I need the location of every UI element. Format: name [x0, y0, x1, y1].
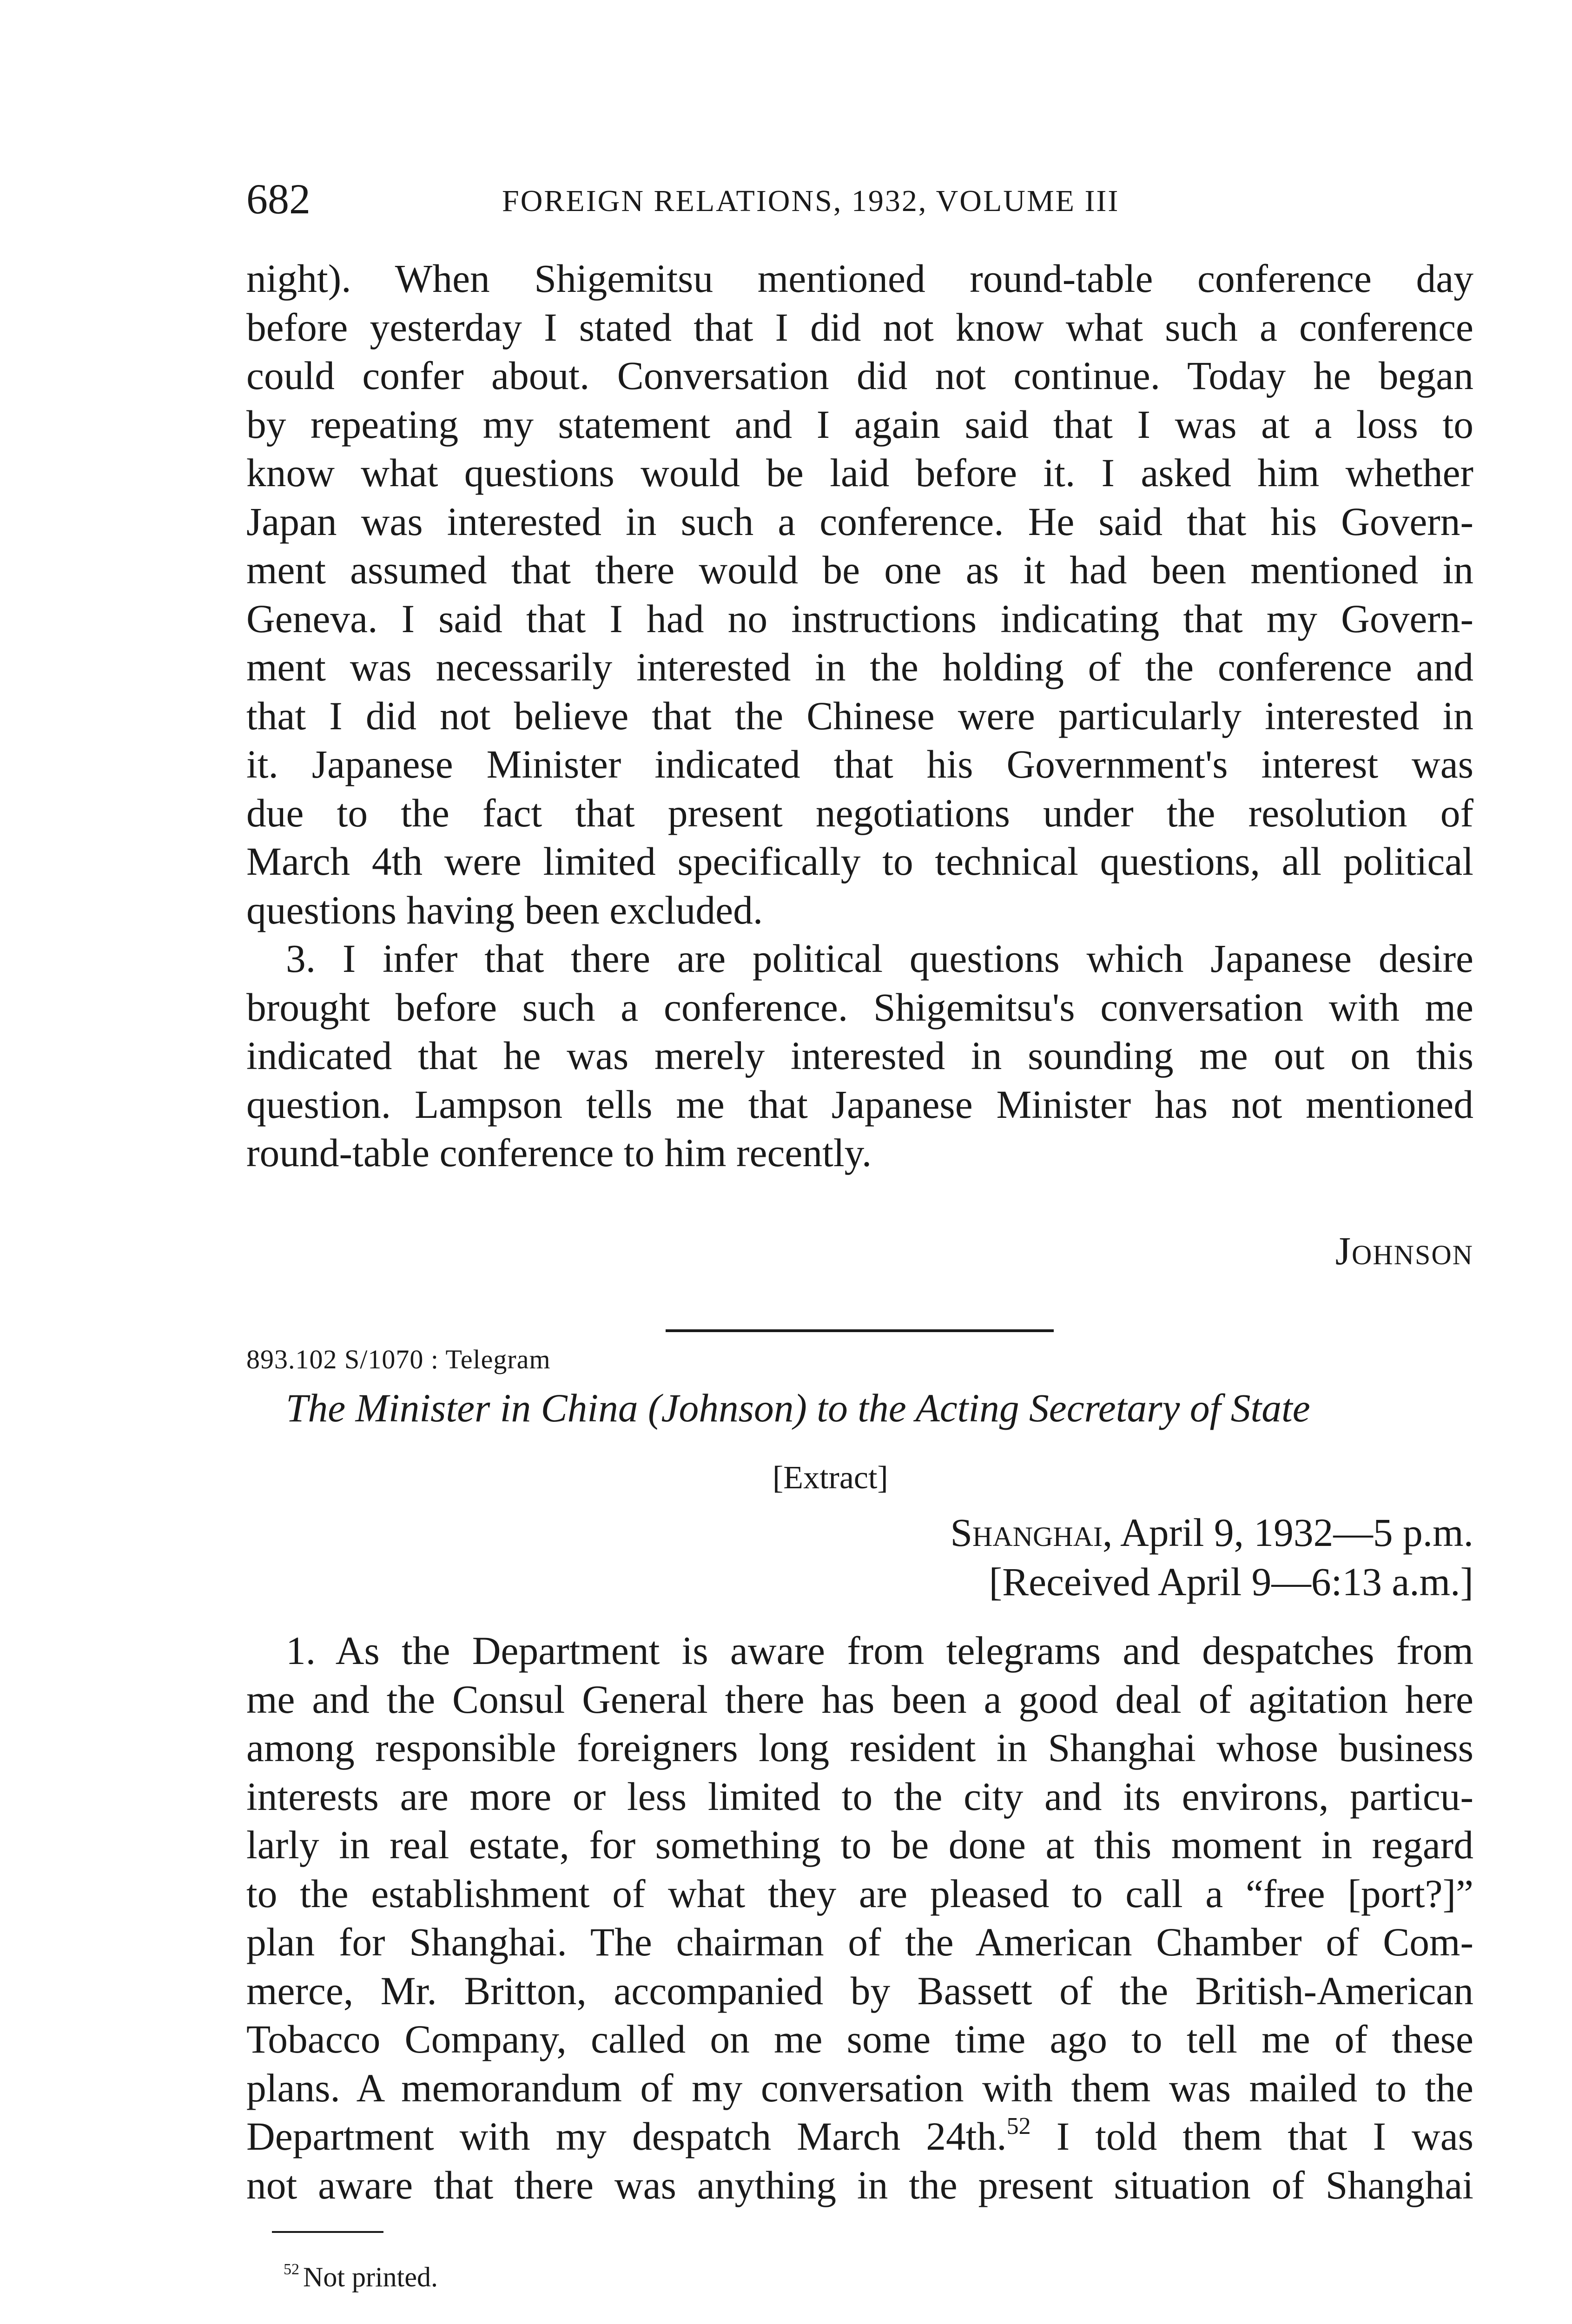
text-line: me and the Consul General there has been a good deal of agitation here: [246, 1677, 1473, 1722]
text-line: merce, Mr. Britton, accompanied by Bassett of the British-American: [246, 1969, 1473, 2013]
text-line: ment assumed that there would be one as it had been mentioned in: [246, 548, 1473, 592]
text-line: ment was necessarily interested in the holding of the conference and: [246, 646, 1473, 689]
text-line: to the establishment of what they are pleased to call a “free [port?]”: [246, 1872, 1473, 1916]
text-line: plans. A memorandum of my conversation with them was mailed to the: [246, 2066, 1473, 2110]
footnote-reference[interactable]: 52: [1006, 2113, 1031, 2139]
text-line: round-table conference to him recently.: [246, 1131, 872, 1175]
text-line-with-footnote: [246, 2113, 1473, 2161]
text-line: March 4th were limited specifically to technical questions, all political: [246, 840, 1473, 884]
text-line: could confer about. Conversation did not continue. Today he began: [246, 354, 1473, 398]
footnote: [284, 2249, 438, 2298]
footnote-number: 52: [284, 2261, 299, 2278]
dateline: [950, 1509, 1473, 1558]
text-line: night). When Shigemitsu mentioned round-table conference day: [246, 257, 1473, 301]
text-line: questions having been excluded.: [246, 888, 763, 932]
telegram-body: [246, 1627, 1473, 2210]
place-name: Shanghai: [950, 1511, 1103, 1555]
text-line: due to the fact that present negotiations under the resolution of: [246, 791, 1473, 835]
signature: Johnson: [1335, 1229, 1473, 1273]
text-line: know what questions would be laid before it. I asked him whether: [246, 451, 1473, 495]
text-line: before yesterday I stated that I did not know what such a conference: [246, 305, 1473, 350]
extract-label: [Extract]: [773, 1460, 888, 1496]
text-line: question. Lampson tells me that Japanese Minister has not mentioned: [246, 1083, 1473, 1127]
text-line: Japan was interested in such a conference. He said that his Govern-: [246, 500, 1473, 544]
text-line: it. Japanese Minister indicated that his Government's interest was: [246, 743, 1473, 786]
telegram-body-continued: [246, 255, 1473, 1178]
page-header: [246, 171, 1306, 227]
text-line: plan for Shanghai. The chairman of the American Chamber of Com-: [246, 1921, 1473, 1964]
text-line: by repeating my statement and I again said that I was at a loss to: [246, 403, 1473, 447]
footnote-divider: [272, 2231, 383, 2233]
text-fragment: I told them that I was: [1030, 2115, 1473, 2159]
text-line: Geneva. I said that I had no instructions indicating that my Govern-: [246, 597, 1473, 641]
running-head: FOREIGN RELATIONS, 1932, VOLUME III: [502, 184, 1120, 218]
file-reference: 893.102 S/1070 : Telegram: [246, 1344, 551, 1374]
document-title: The Minister in China (Johnson) to the Acting Secretary of State: [286, 1386, 1310, 1430]
text-line: 1. As the Department is aware from telegrams and despatches from: [286, 1629, 1473, 1673]
text-line: brought before such a conference. Shigemitsu's conversation with me: [246, 985, 1473, 1030]
text-fragment: Department with my despatch March 24th.: [246, 2115, 1007, 2159]
date-time: , April 9, 1932—5 p.m.: [1102, 1511, 1473, 1555]
text-line: interests are more or less limited to the city and its environs, particu-: [246, 1775, 1473, 1819]
text-line: among responsible foreigners long resident in Shanghai whose business: [246, 1726, 1473, 1770]
text-line: Tobacco Company, called on me some time ago to tell me of these: [246, 2018, 1473, 2061]
text-line: that I did not believe that the Chinese were particularly interested in: [246, 694, 1473, 738]
text-line: 3. I infer that there are political questions which Japanese desire: [286, 937, 1473, 981]
text-line: larly in real estate, for something to be done at this moment in regard: [246, 1823, 1473, 1867]
text-line: indicated that he was merely interested in sounding me out on this: [246, 1034, 1473, 1078]
footnote-text: Not printed.: [303, 2262, 438, 2292]
text-line: not aware that there was anything in the present situation of Shanghai: [246, 2163, 1473, 2207]
received-note: [Received April 9—6:13 a.m.]: [989, 1560, 1473, 1604]
page-number: 682: [246, 175, 310, 223]
section-divider: [666, 1329, 1054, 1332]
